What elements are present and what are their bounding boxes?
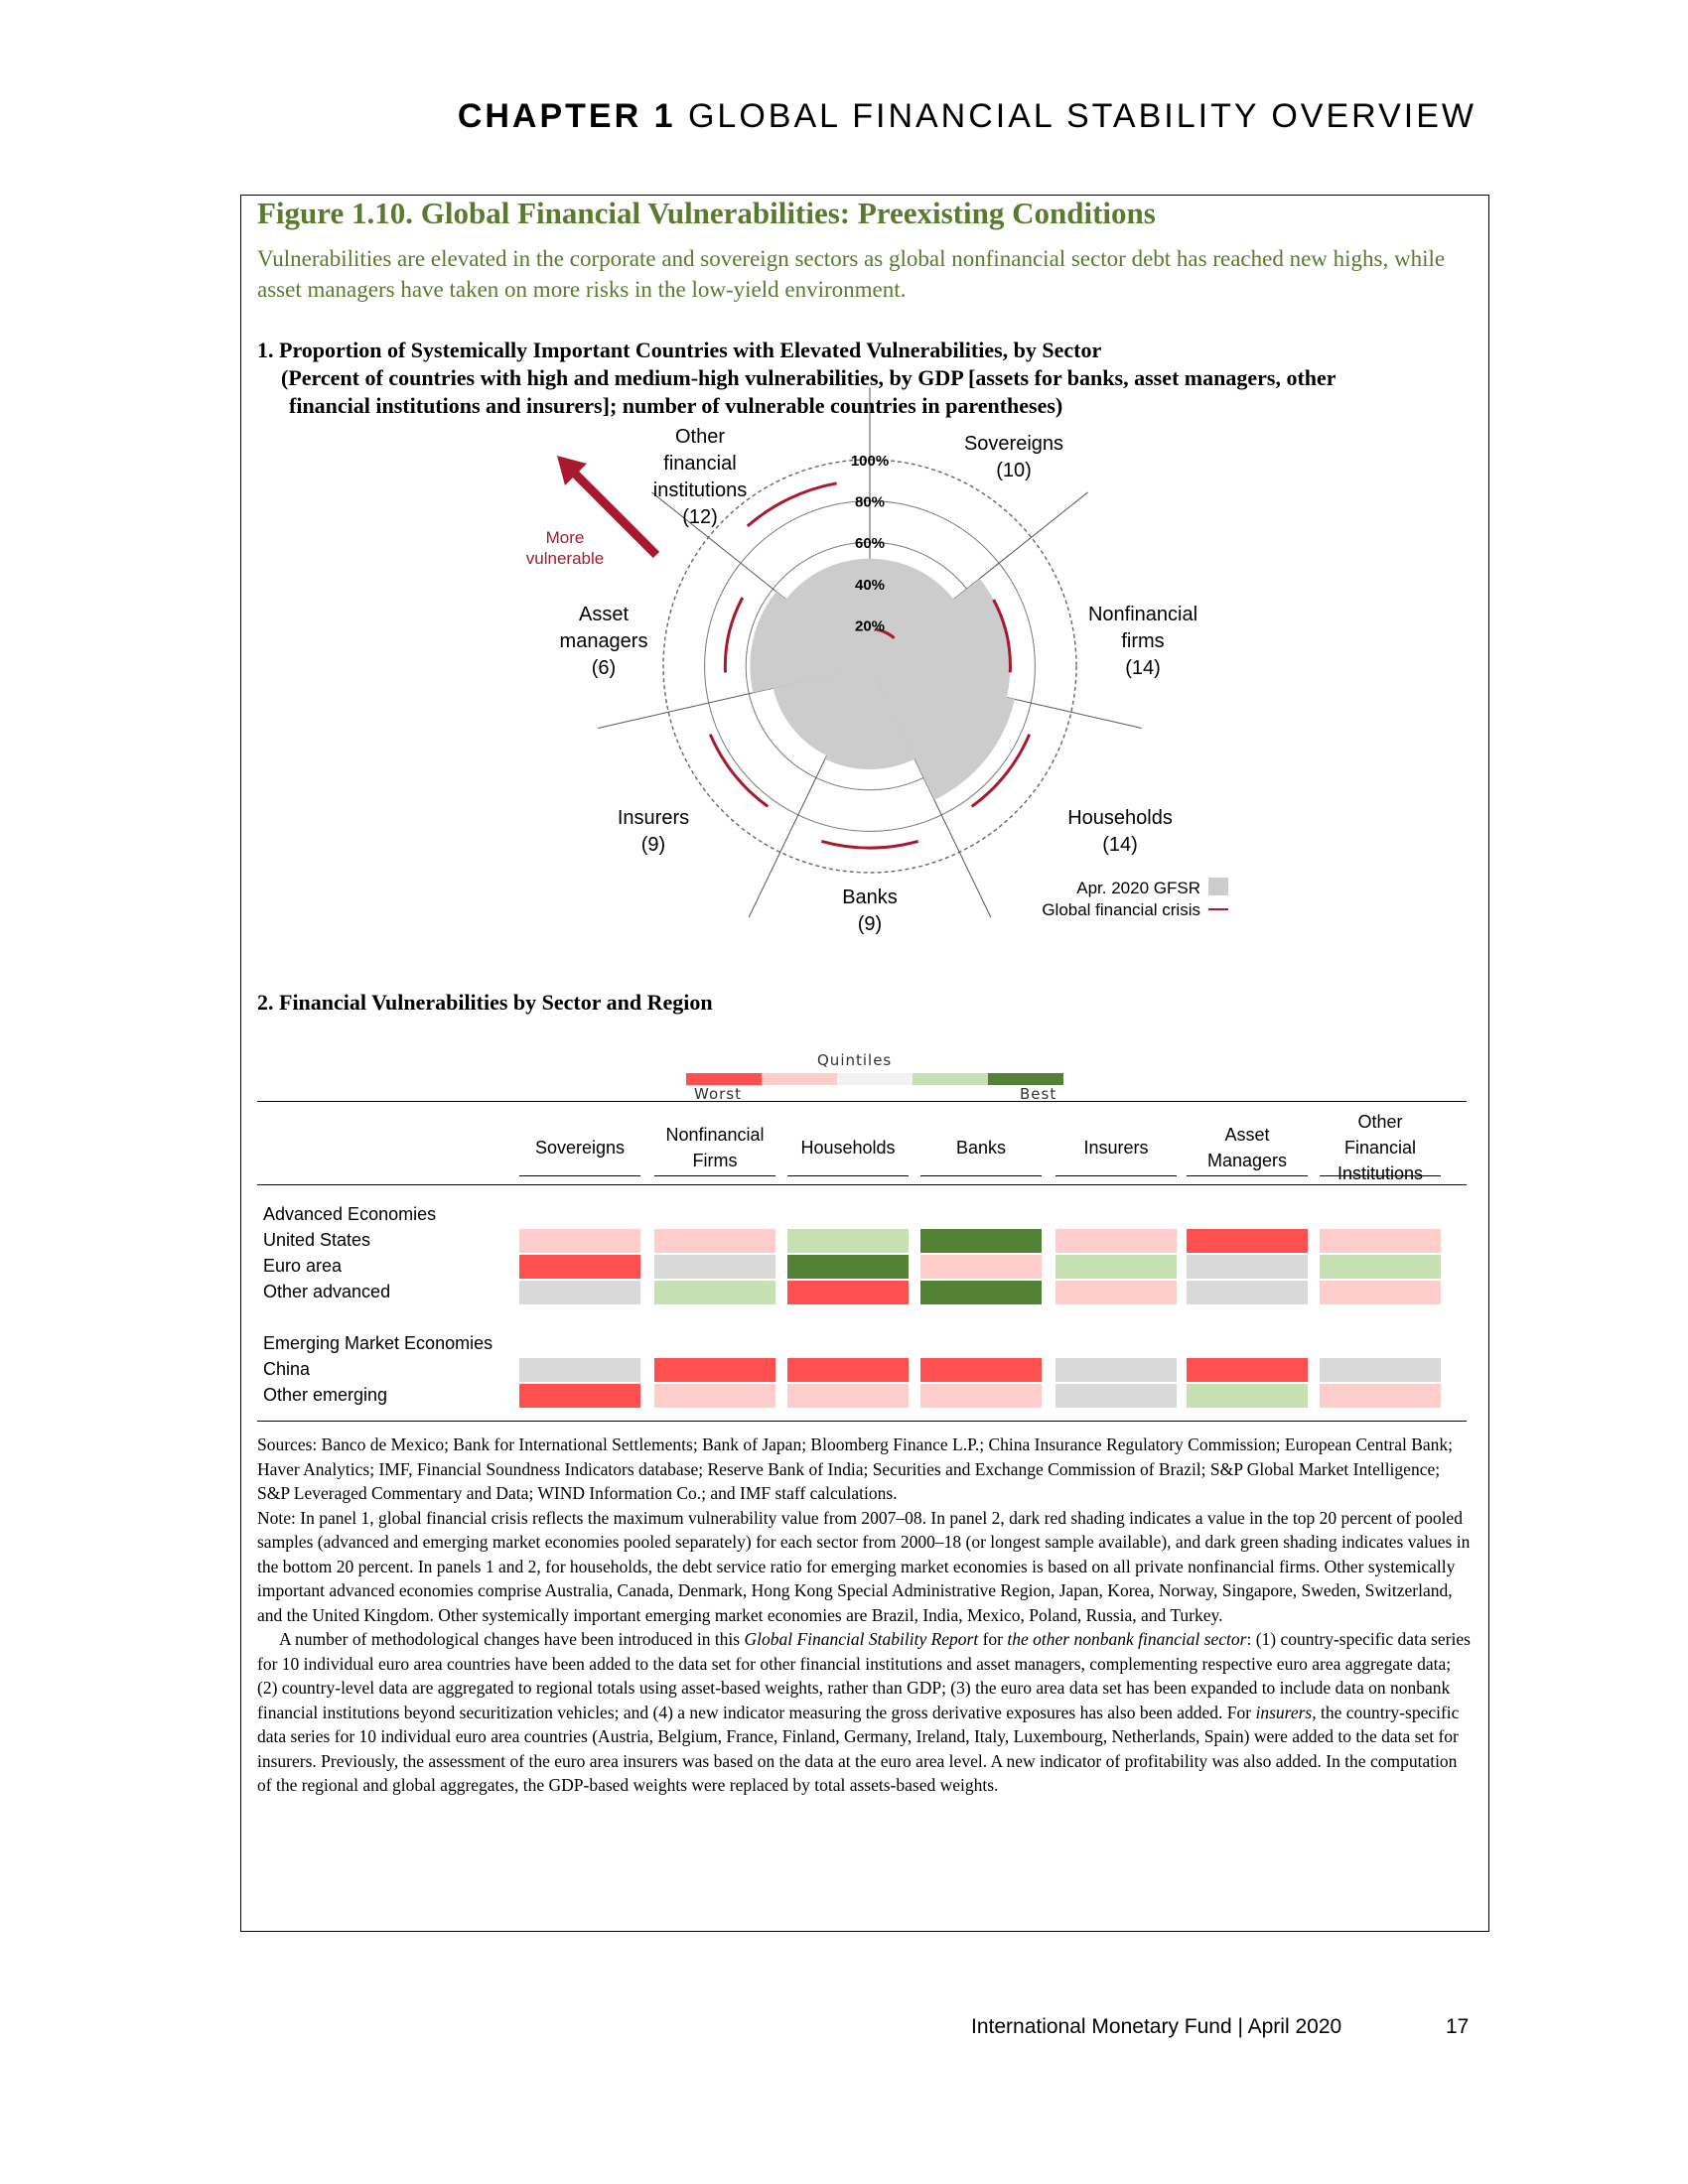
sector-label-asset-managers: Asset managers (6) <box>559 604 648 679</box>
row-label: Other advanced <box>263 1282 391 1301</box>
column-header: Sovereigns <box>519 1121 640 1174</box>
heatmap-cell <box>1055 1229 1177 1253</box>
heatmap-cell <box>1320 1281 1441 1304</box>
heatmap-cell <box>920 1358 1042 1382</box>
quintile-swatch-1 <box>686 1073 762 1085</box>
figure-notes <box>257 1433 1474 1798</box>
column-header: Asset Managers <box>1187 1121 1308 1174</box>
gfc-arc-banks <box>821 841 917 848</box>
table-top-rule <box>257 1101 1467 1102</box>
method-text-report: Global Financial Stability Report <box>744 1629 979 1649</box>
method-text-insurers: insurers <box>1255 1702 1313 1722</box>
heatmap-cell <box>654 1384 775 1408</box>
worst-label: Worst <box>694 1085 742 1103</box>
best-label: Best <box>1020 1085 1057 1103</box>
chapter-header <box>458 97 1477 136</box>
group-label: Emerging Market Economies <box>263 1333 493 1353</box>
heatmap-cell <box>920 1229 1042 1253</box>
sector-label-sovereigns: Sovereigns (10) <box>963 433 1064 481</box>
page-number: 17 <box>1446 2015 1470 2038</box>
column-header: Banks <box>920 1121 1042 1174</box>
sector-label-insurers: Insurers (9) <box>617 807 690 856</box>
heatmap-cell <box>920 1281 1042 1304</box>
figure-box <box>240 195 1489 1932</box>
heatmap-cell <box>654 1229 775 1253</box>
heatmap-cell <box>1187 1384 1308 1408</box>
legend-gfc-label: Global financial crisis <box>1042 900 1200 919</box>
column-header: Households <box>787 1121 909 1174</box>
method-text-e: : (1) country-specific data series for 10 individual euro area countries have been added to the data set for other financial institutions and asset managers, complementing respective euro area aggregate data; (2) country-level data are aggregated to regional totals using asset-based weights, rather than GDP; (3) the euro area data set has been expanded to include data on nonbank financial institutions beyond securitization vehicles; and (4) a new indicator measuring the gross derivative exposures has also been added. For <box>257 1629 1471 1722</box>
gfsr-area <box>750 559 1015 800</box>
heatmap-cell <box>787 1255 909 1279</box>
heatmap-cell <box>787 1358 909 1382</box>
gfc-arc-insurers <box>710 735 768 807</box>
heatmap-cell <box>920 1384 1042 1408</box>
more-vulnerable-label-2: vulnerable <box>525 549 605 568</box>
chapter-title: GLOBAL FINANCIAL STABILITY OVERVIEW <box>687 97 1477 135</box>
heatmap-cell <box>1055 1281 1177 1304</box>
heatmap-cell <box>654 1358 775 1382</box>
heatmap-cell <box>1187 1281 1308 1304</box>
legend-gfsr-swatch <box>1208 878 1228 895</box>
figure-subtitle: Vulnerabilities are elevated in the corporate and sovereign sectors as global nonfinancial sector debt has reached new highs, while asset managers have taken on more risks in the low-yield environment. <box>257 246 1446 302</box>
radar-tick-label: 100% <box>850 453 890 470</box>
table-bottom-rule <box>257 1421 1467 1422</box>
panel1-title-line2: (Percent of countries with high and medium-high vulnerabilities, by GDP [assets for banks, asset managers, other <box>281 365 1336 390</box>
quintile-swatch-3 <box>837 1073 913 1085</box>
sector-label-nonfinancial-firms: Nonfinancial firms (14) <box>1087 604 1198 679</box>
heatmap-cell <box>787 1281 909 1304</box>
heatmap-cell <box>1187 1255 1308 1279</box>
radar-tick-label: 60% <box>854 535 886 553</box>
panel2-title: 2. Financial Vulnerabilities by Sector and Region <box>257 990 713 1015</box>
heatmap-cell <box>920 1255 1042 1279</box>
legend-gfsr-label: Apr. 2020 GFSR <box>1076 879 1200 897</box>
method-text-g: , the country-specific data series for 10 individual euro area countries (Austria, Belgium, France, Finland, Germany, Ireland, Italy, Luxembourg, Netherlands, Spain) were added to the data set for insurers. Previously, the assessment of the euro area insurers was based on the data at the euro area level. A new indicator of profitability was also added. In the computation of the regional and global aggregates, the GDP-based weights were replaced by total assets-based weights. <box>257 1702 1460 1795</box>
heatmap-cell <box>1055 1358 1177 1382</box>
sector-label-other-financial-institutions: Other financial institutions (12) <box>652 426 748 528</box>
footer-text: International Monetary Fund | April 2020 <box>971 2015 1342 2038</box>
heatmap-cell <box>1320 1255 1441 1279</box>
radar-tick-label: 80% <box>854 493 886 511</box>
group-label: Advanced Economies <box>263 1204 437 1224</box>
heatmap-cell <box>654 1281 775 1304</box>
heatmap-cell <box>519 1255 640 1279</box>
row-label: China <box>263 1359 311 1379</box>
heatmap-cell <box>519 1384 640 1408</box>
gfc-arc-other-financial-institutions <box>748 483 837 526</box>
panel1-title-line1: 1. Proportion of Systemically Important Countries with Elevated Vulnerabilities, by Sector <box>257 338 1102 362</box>
quintile-swatch-4 <box>913 1073 988 1085</box>
method-text-c: for <box>978 1629 1008 1649</box>
sector-label-banks: Banks (9) <box>842 887 898 935</box>
heatmap-cell <box>654 1255 775 1279</box>
heatmap-cell <box>1055 1255 1177 1279</box>
row-label: Euro area <box>263 1256 343 1276</box>
heatmap-cell <box>1187 1358 1308 1382</box>
gfc-arc-asset-managers <box>725 598 742 673</box>
heatmap-cell <box>1320 1358 1441 1382</box>
heatmap-cell <box>519 1281 640 1304</box>
more-vulnerable-label-1: More <box>545 528 585 547</box>
quintile-swatch-2 <box>762 1073 837 1085</box>
note-text: Note: In panel 1, global financial crisis reflects the maximum vulnerability value from 2007–08. In panel 2, dark red shading indicates a value in the top 20 percent of pooled samples (advanced and emerging market economies pooled separately) for each sector from 2000–18 (or longest sample available), and dark green shading indicates values in the bottom 20 percent. In panels 1 and 2, for households, the debt service ratio for emerging market economies is based on all private nonfinancial firms. Other systemically important advanced economies comprise Australia, Canada, Denmark, Hong Kong Special Administrative Region, Japan, Korea, Norway, Singapore, Sweden, Switzerland, and the United Kingdom. Other systemically important emerging market economies are Brazil, India, Mexico, Poland, Russia, and Turkey. <box>257 1507 1471 1625</box>
method-text-a: A number of methodological changes have been introduced in this <box>279 1629 745 1649</box>
heatmap-cell <box>1055 1384 1177 1408</box>
figure-title: Figure 1.10. Global Financial Vulnerabilities: Preexisting Conditions <box>257 196 1156 230</box>
chapter-number: CHAPTER 1 <box>457 97 676 135</box>
column-header: Other Financial Institutions <box>1320 1121 1441 1174</box>
heatmap-cell <box>519 1358 640 1382</box>
method-text-sector: the other nonbank financial sector <box>1007 1629 1247 1649</box>
heatmap-cell <box>787 1384 909 1408</box>
heatmap-cell <box>519 1229 640 1253</box>
row-label: Other emerging <box>263 1385 388 1405</box>
radar-tick-label: 20% <box>854 617 886 635</box>
radar-tick-label: 40% <box>854 576 886 594</box>
heatmap-cell <box>1187 1229 1308 1253</box>
column-header: Insurers <box>1055 1121 1177 1174</box>
heatmap-cell <box>1320 1229 1441 1253</box>
panel1-title-line3: financial institutions and insurers]; number of vulnerable countries in parentheses) <box>289 393 1063 418</box>
table-header-rule <box>257 1184 1467 1185</box>
radar-chart <box>241 196 1488 950</box>
quintile-swatch-5 <box>988 1073 1063 1085</box>
heatmap-cell <box>787 1229 909 1253</box>
quintiles-label: Quintiles <box>817 1051 893 1069</box>
method-text <box>257 1627 1474 1798</box>
sources-text: Sources: Banco de Mexico; Bank for International Settlements; Bank of Japan; Bloomberg Finance L.P.; China Insurance Regulatory Commission; European Central Bank; Haver Analytics; IMF, Financial Soundness Indicators database; Reserve Bank of India; Securities and Exchange Commission of Brazil; S&P Global Market Intelligence; S&P Leveraged Commentary and Data; WIND Information Co.; and IMF staff calculations. <box>257 1434 1454 1503</box>
row-label: United States <box>263 1230 371 1250</box>
sector-label-households: Households (14) <box>1067 807 1173 856</box>
column-header: Nonfinancial Firms <box>654 1121 775 1174</box>
heatmap-cell <box>1320 1384 1441 1408</box>
